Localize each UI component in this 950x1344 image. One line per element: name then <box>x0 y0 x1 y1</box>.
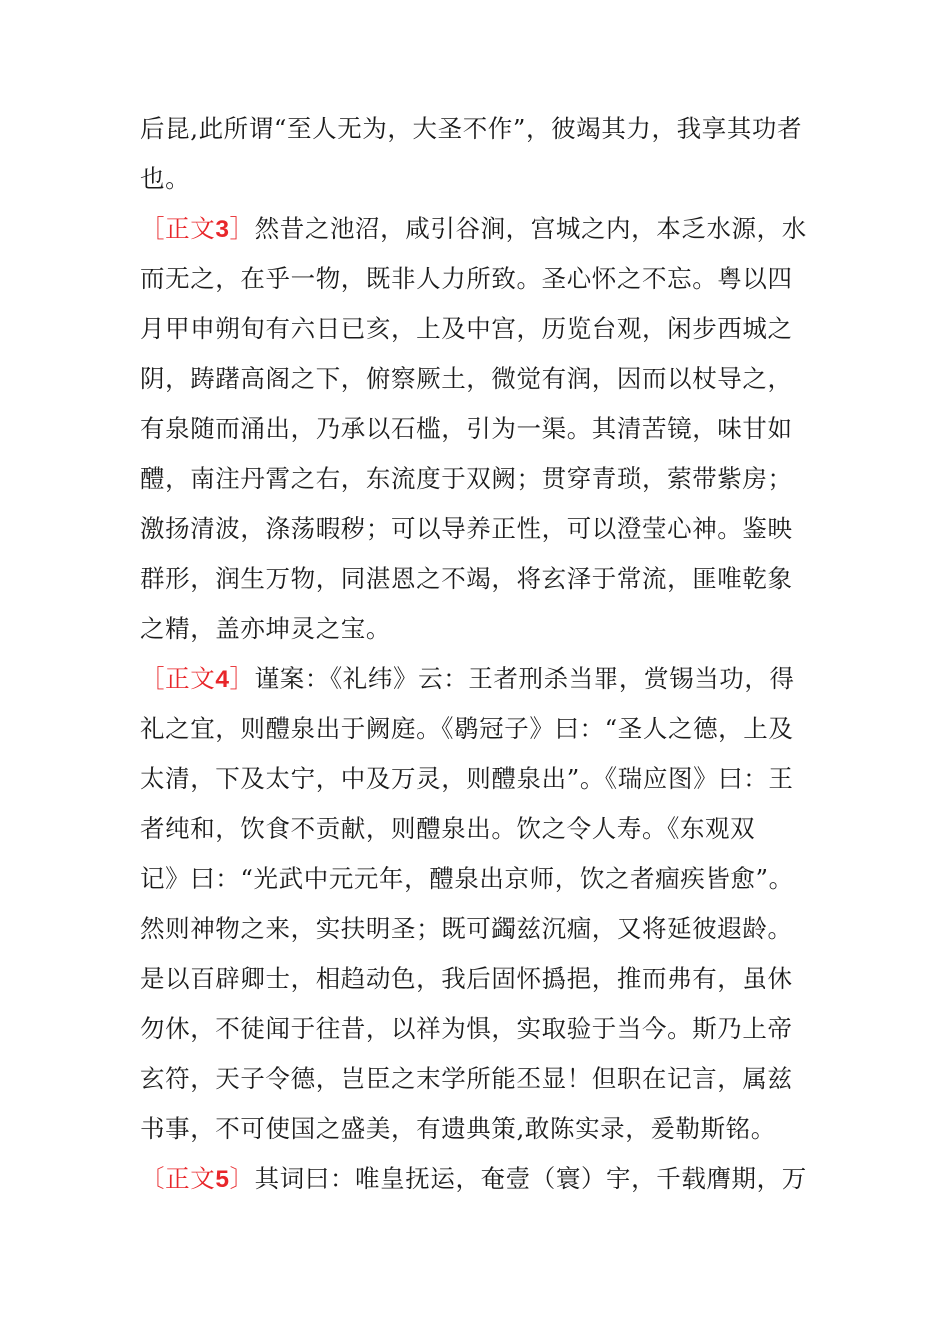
text-line <box>140 762 840 796</box>
text-line <box>140 162 840 196</box>
text-line <box>140 462 840 496</box>
section-tag <box>140 214 255 243</box>
line-text: 群形，润生万物，同湛恩之不竭，将玄泽于常流，匪唯乾象 <box>140 564 793 593</box>
line-text: 醴，南注丹霄之右，东流度于双阙；贯穿青琐，萦带紫房； <box>140 464 793 493</box>
line-text: 书事，不可使国之盛美，有遗典策,敢陈实录，爰勒斯铭。 <box>140 1114 776 1143</box>
line-text: 后昆,此所谓“至人无为，大圣不作”，彼竭其力，我享其功者 <box>140 114 803 143</box>
line-text: 然则神物之来，实扶明圣；既可蠲兹沉痼，又将延彼遐龄。 <box>140 914 793 943</box>
line-text: 是以百辟卿士，相趋动色，我后固怀撝挹，推而弗有，虽休 <box>140 964 793 993</box>
text-line <box>140 712 840 746</box>
line-text: 有泉随而涌出，乃承以石槛，引为一渠。其清苦镜，味甘如 <box>140 414 793 443</box>
line-text: 谨案：《礼纬》云：王者刑杀当罪，赏锡当功，得 <box>254 664 795 693</box>
section-start-line <box>140 662 840 697</box>
line-text: 玄符，天子令德，岂臣之末学所能丕显！但职在记言，属兹 <box>140 1064 793 1093</box>
text-line <box>140 962 840 996</box>
line-text: 太清，下及太宁，中及万灵，则醴泉出”。《瑞应图》曰：王 <box>140 764 794 793</box>
section-tag <box>140 1164 255 1193</box>
text-line <box>140 512 840 546</box>
line-text: 礼之宜，则醴泉出于阙庭。《鹖冠子》曰：“圣人之德，上及 <box>140 714 794 743</box>
text-line <box>140 412 840 446</box>
line-text: 之精，盖亦坤灵之宝。 <box>140 614 391 643</box>
line-text: 月甲申朔旬有六日已亥，上及中宫，历览台观，闲步西城之 <box>140 314 793 343</box>
section-tag-open: ［正文 <box>140 664 216 693</box>
section-tag-close: ］ <box>229 664 255 693</box>
text-line <box>140 812 840 846</box>
text-line <box>140 362 840 396</box>
section-tag <box>140 664 255 693</box>
line-text: 激扬清波，涤荡暇秽；可以导养正性，可以澄莹心神。鉴映 <box>140 514 793 543</box>
text-line <box>140 562 840 596</box>
section-tag-close: 〕 <box>229 1164 255 1193</box>
text-line <box>140 1062 840 1096</box>
section-tag-number: 3 <box>215 216 230 243</box>
section-tag-open: 〔正文 <box>140 1164 216 1193</box>
line-text: 然昔之池沼，咸引谷涧，宫城之内，本乏水源，水 <box>254 214 807 243</box>
section-start-line <box>140 212 840 247</box>
text-line <box>140 612 840 646</box>
line-text: 阴，踌躇高阁之下，俯察厥土，微觉有润，因而以杖导之， <box>140 364 793 393</box>
section-tag-open: ［正文 <box>140 214 216 243</box>
text-line <box>140 912 840 946</box>
line-text: 其词曰：唯皇抚运，奄壹（寰）宇，千载膺期，万 <box>254 1164 807 1193</box>
text-line <box>140 1012 840 1046</box>
section-tag-number: 4 <box>215 666 230 693</box>
section-tag-number: 5 <box>215 1166 230 1193</box>
line-text: 勿休，不徒闻于往昔，以祥为惧，实取验于当今。斯乃上帝 <box>140 1014 793 1043</box>
section-tag-close: ］ <box>229 214 255 243</box>
line-text: 也。 <box>140 164 191 193</box>
text-line <box>140 1112 840 1146</box>
text-line <box>140 312 840 346</box>
text-line <box>140 862 840 896</box>
line-text: 者纯和，饮食不贡献，则醴泉出。饮之令人寿。《东观双 <box>140 814 756 843</box>
line-text: 而无之，在乎一物，既非人力所致。圣心怀之不忘。粤以四 <box>140 264 793 293</box>
text-line <box>140 112 840 146</box>
text-line <box>140 262 840 296</box>
line-text: 记》曰：“光武中元元年，醴泉出京师，饮之者痼疾皆愈”。 <box>140 864 794 893</box>
section-start-line <box>140 1162 840 1197</box>
